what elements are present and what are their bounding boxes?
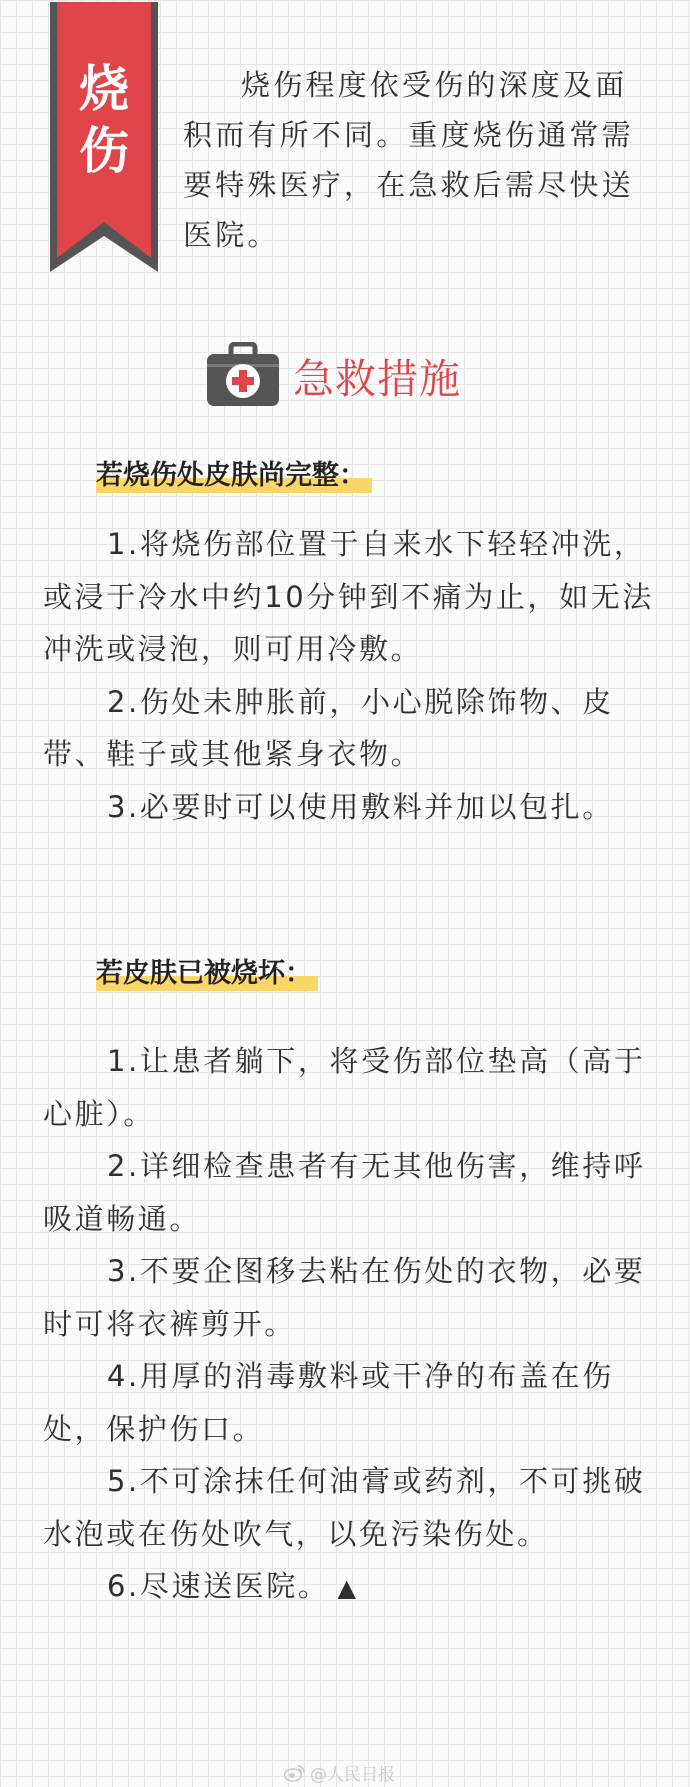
section-title: 急救措施 [293,354,461,403]
step-item [43,1560,655,1615]
step-item: 2.伤处未肿胀前，小心脱除饰物、皮带、鞋子或其他紧身衣物。 [43,684,614,771]
end-triangle-icon: ▲ [337,1574,356,1602]
watermark [284,1760,395,1785]
section-header [205,340,461,410]
medical-kit-icon [205,342,281,408]
weibo-icon [284,1764,306,1782]
step-text: 6.尽速送医院。 [107,1569,330,1603]
step-item: 5.不可涂抹任何油膏或药剂，不可挑破水泡或在伤处吹气，以免污染伤处。 [43,1464,646,1551]
title-banner [48,0,160,276]
banner-title-line2: 伤 [79,122,129,180]
step-item: 3.不要企图移去粘在伤处的衣物，必要时可将衣裤剪开。 [43,1254,646,1341]
subheading-skin-intact: 若烧伤处皮肤尚完整： [96,456,372,496]
subheading-skin-damaged: 若皮肤已被烧坏： [96,954,318,994]
banner-title [48,58,160,182]
steps-skin-intact [43,518,655,833]
step-item: 4.用厚的消毒敷料或干净的布盖在伤处，保护伤口。 [43,1359,614,1446]
step-item: 3.必要时可以使用敷料并加以包扎。 [107,789,614,824]
step-item: 2.详细检查患者有无其他伤害，维持呼吸道畅通。 [43,1149,646,1236]
watermark-text: @人民日报 [310,1765,395,1785]
intro-paragraph: 烧伤程度依受伤的深度及面积而有所不同。重度烧伤通常需要特殊医疗，在急救后需尽快送医院。 [183,68,634,252]
step-item: 1.将烧伤部位置于自来水下轻轻冲洗，或浸于冷水中约10分钟到不痛为止，如无法冲洗或浸泡，则可用冷敷。 [43,527,654,666]
banner-title-line1: 烧 [79,60,129,118]
steps-skin-damaged [43,1035,655,1615]
step-item: 1.让患者躺下，将受伤部位垫高（高于心脏）。 [43,1044,646,1131]
